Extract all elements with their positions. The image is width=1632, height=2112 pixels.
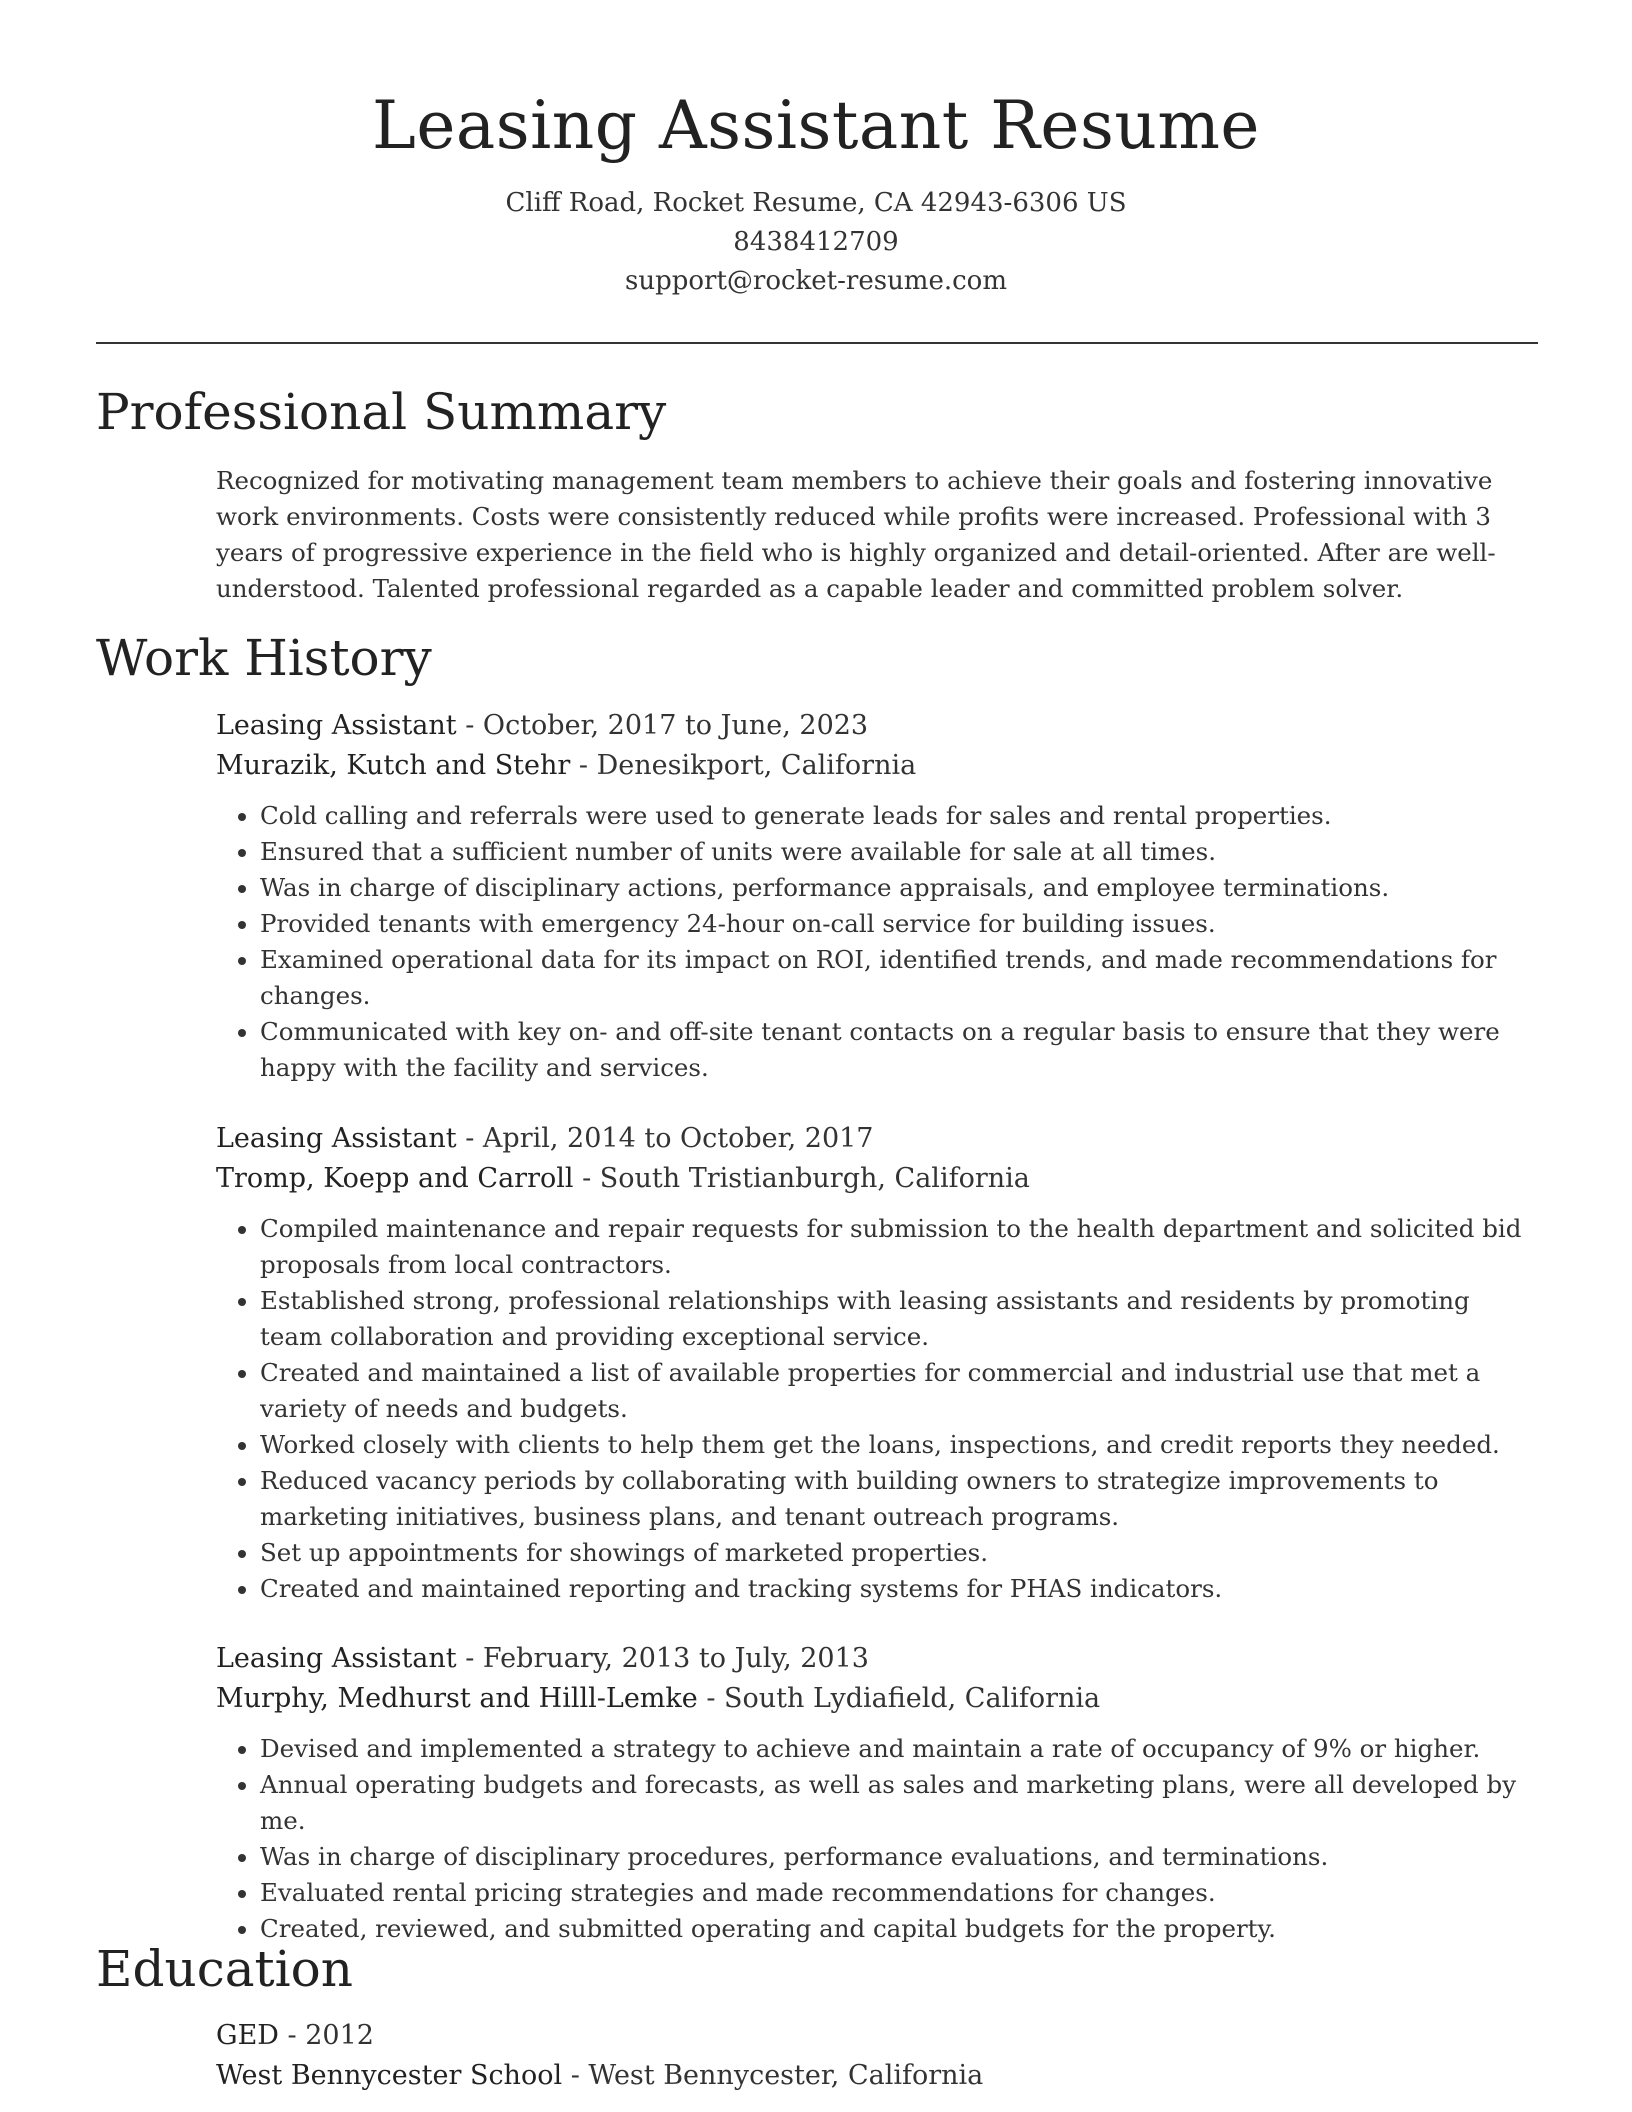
duty-item: • Was in charge of disciplinary procedures, performance evaluations, and terminations. xyxy=(260,1839,1538,1875)
duty-item: • Communicated with key on- and off-site tenant contacts on a regular basis to ensure that they were happy with the facility and services. xyxy=(260,1014,1538,1086)
job-company: Tromp, Koepp and Carroll xyxy=(216,1163,574,1194)
education-year: - 2012 xyxy=(278,2020,374,2051)
job-position: Leasing Assistant xyxy=(216,1643,457,1674)
education-entry xyxy=(216,2016,1538,2096)
summary-heading: Professional Summary xyxy=(96,383,667,441)
duty-item: • Created and maintained reporting and tracking systems for PHAS indicators. xyxy=(260,1571,1538,1607)
duty-item: • Examined operational data for its impact on ROI, identified trends, and made recommendations for changes. xyxy=(260,942,1538,1014)
duty-item: • Devised and implemented a strategy to achieve and maintain a rate of occupancy of 9% or higher. xyxy=(260,1731,1538,1767)
contact-phone: 8438412709 xyxy=(733,227,899,257)
job-dates: - February, 2013 to July, 2013 xyxy=(456,1643,869,1674)
job-entry xyxy=(216,1639,1538,1947)
duty-item: • Provided tenants with emergency 24-hour on-call service for building issues. xyxy=(260,906,1538,942)
job-duties-list xyxy=(216,1731,1538,1947)
duty-item: • Set up appointments for showings of marketed properties. xyxy=(260,1535,1538,1571)
job-position: Leasing Assistant xyxy=(216,1123,457,1154)
job-entry xyxy=(216,1119,1538,1607)
resume-header xyxy=(0,0,1632,301)
job-company-line xyxy=(216,1679,1538,1719)
duty-item: • Ensured that a sufficient number of units were available for sale at all times. xyxy=(260,834,1538,870)
job-title-line xyxy=(216,1119,1538,1159)
contact-email: support@rocket-resume.com xyxy=(624,266,1007,296)
resume-title: Leasing Assistant Resume xyxy=(372,87,1260,164)
contact-address: Cliff Road, Rocket Resume, CA 42943-6306 US xyxy=(505,188,1127,218)
job-company: Murazik, Kutch and Stehr xyxy=(216,750,571,781)
job-entry xyxy=(216,706,1538,1086)
job-position: Leasing Assistant xyxy=(216,710,457,741)
duty-item: • Was in charge of disciplinary actions, performance appraisals, and employee terminations. xyxy=(260,870,1538,906)
work-history-heading: Work History xyxy=(96,629,432,687)
job-dates: - April, 2014 to October, 2017 xyxy=(456,1123,874,1154)
duty-item: • Reduced vacancy periods by collaborating with building owners to strategize improvements to marketing initiatives, business plans, and tenant outreach programs. xyxy=(260,1463,1538,1535)
duty-item: • Compiled maintenance and repair requests for submission to the health department and solicited bid proposals from local contractors. xyxy=(260,1211,1538,1283)
duty-item: • Cold calling and referrals were used to generate leads for sales and rental properties. xyxy=(260,798,1538,834)
job-dates: - October, 2017 to June, 2023 xyxy=(456,710,869,741)
duty-item: • Created, reviewed, and submitted operating and capital budgets for the property. xyxy=(260,1911,1538,1947)
header-divider xyxy=(96,342,1538,344)
education-degree-line xyxy=(216,2016,1538,2056)
job-duties-list xyxy=(216,1211,1538,1607)
job-location: - Denesikport, California xyxy=(570,750,917,781)
job-title-line xyxy=(216,1639,1538,1679)
education-degree: GED xyxy=(216,2020,279,2051)
job-duties-list xyxy=(216,798,1538,1086)
job-company: Murphy, Medhurst and Hilll-Lemke xyxy=(216,1683,698,1714)
education-heading: Education xyxy=(96,1940,353,1998)
job-company-line xyxy=(216,1159,1538,1199)
duty-item: • Created and maintained a list of available properties for commercial and industrial use that met a variety of needs and budgets. xyxy=(260,1355,1538,1427)
job-company-line xyxy=(216,746,1538,786)
education-location: - West Bennycester, California xyxy=(562,2060,984,2091)
duty-item: • Worked closely with clients to help them get the loans, inspections, and credit reports they needed. xyxy=(260,1427,1538,1463)
education-school-line xyxy=(216,2056,1538,2096)
education-school: West Bennycester School xyxy=(216,2060,563,2091)
duty-item: • Established strong, professional relationships with leasing assistants and residents by promoting team collaboration and providing exceptional service. xyxy=(260,1283,1538,1355)
duty-item: • Evaluated rental pricing strategies and made recommendations for changes. xyxy=(260,1875,1538,1911)
summary-text: Recognized for motivating management team members to achieve their goals and fostering innovative work environments. Costs were consistently reduced while profits were increased. Professional with 3 years of progressive experience in the field who is highly organized and detail-oriented. After are well-understood. Talented professional regarded as a capable leader and committed problem solver. xyxy=(216,466,1496,603)
duty-item: • Annual operating budgets and forecasts, as well as sales and marketing plans, were all developed by me. xyxy=(260,1767,1538,1839)
job-title-line xyxy=(216,706,1538,746)
contact-info xyxy=(0,184,1632,301)
job-location: - South Lydiafield, California xyxy=(697,1683,1101,1714)
job-location: - South Tristianburgh, California xyxy=(573,1163,1030,1194)
